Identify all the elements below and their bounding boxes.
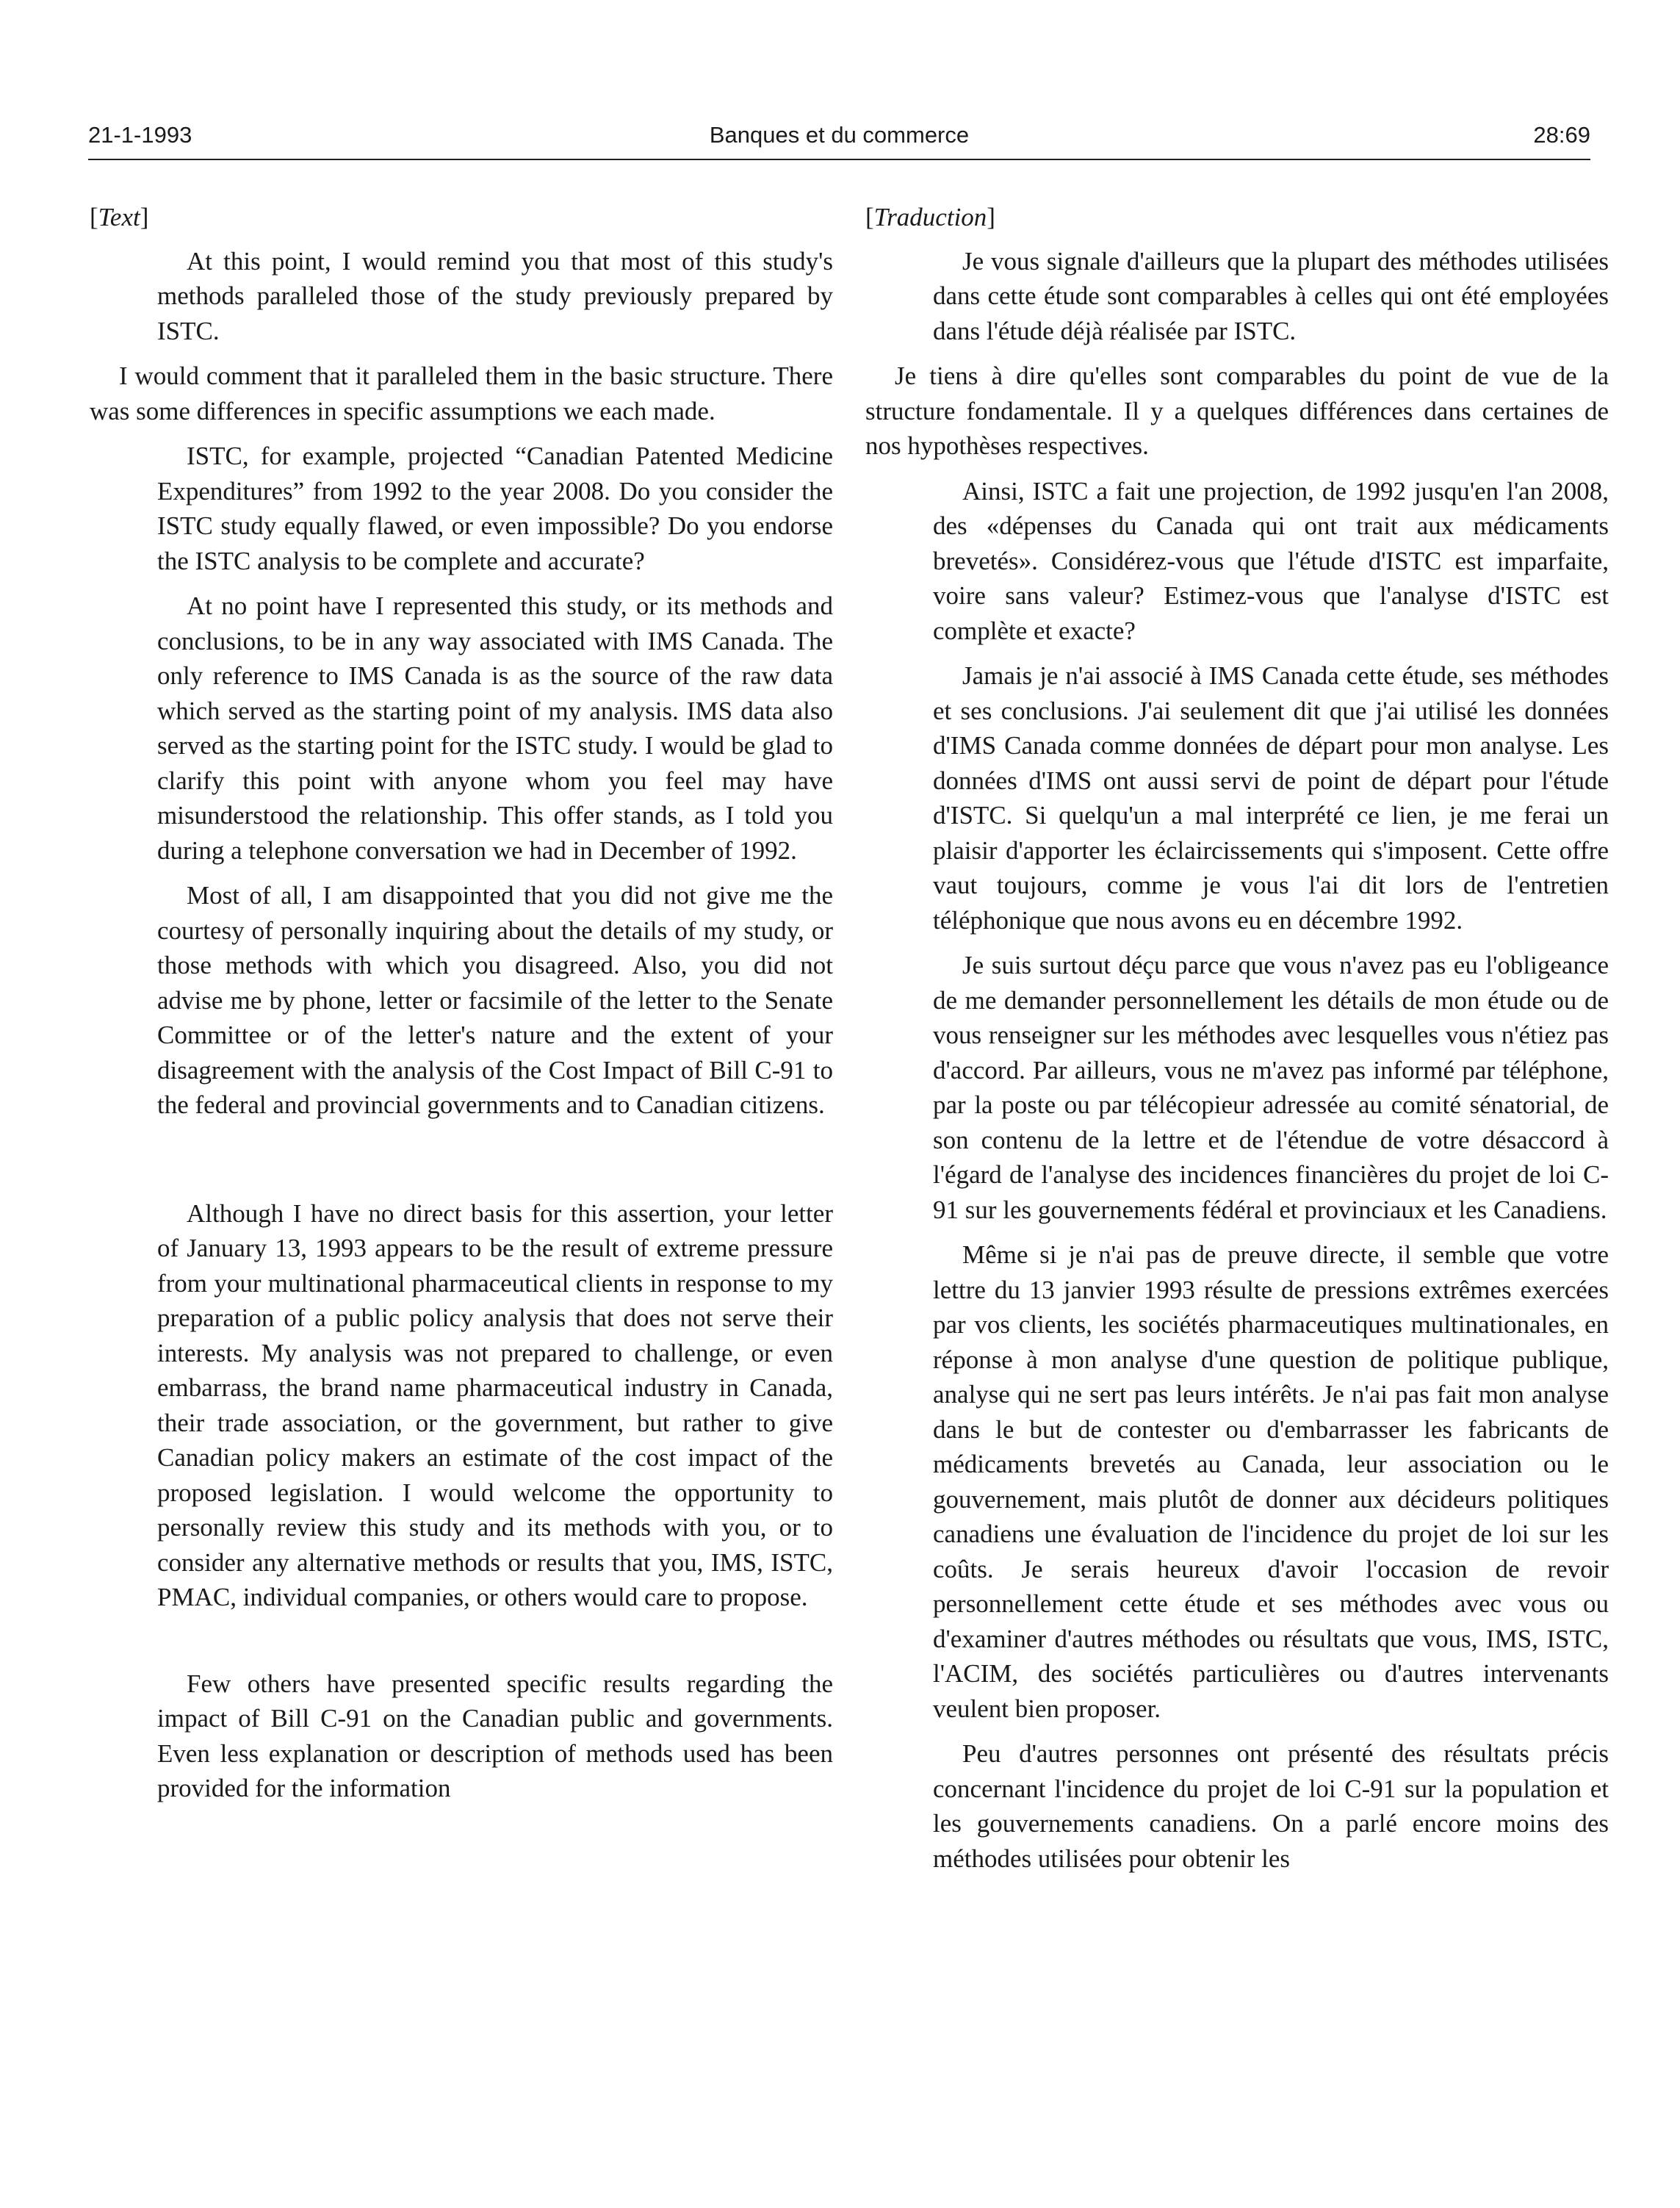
- english-column: [90, 200, 833, 1816]
- french-column: [865, 200, 1609, 1886]
- translation-label: [Traduction]: [865, 203, 995, 231]
- question-paragraph: Je suis surtout déçu parce que vous n'avez pas eu l'obligeance de me demander personnellement les détails de mon étude ou de vous renseigner sur les méthodes avec lesquelles vous n'étiez pas d'accord. Par ailleurs, vous ne m'avez pas informé par téléphone, par la poste ou par télécopieur adressée au comité sénatorial, de son contenu de la lettre et de l'étendue de votre désaccord à l'égard de l'analyse des incidences financières du projet de loi C-91 sur les gouvernements fédéral et provinciaux et les Canadiens.: [933, 951, 1609, 1224]
- text-label: [Text]: [90, 203, 149, 231]
- question-paragraph: Je vous signale d'ailleurs que la plupart des méthodes utilisées dans cette étude sont comparables à celles qui ont été employées dans l'étude déjà réalisée par ISTC.: [933, 246, 1609, 345]
- question-paragraph: Même si je n'ai pas de preuve directe, il semble que votre lettre du 13 janvier 1993 résulte de pressions extrêmes exercées par vos clients, les sociétés pharmaceutiques multinationales, en réponse à mon analyse d'une question de politique publique, analyse qui ne sert pas leurs intérêts. Je n'ai pas fait mon analyse dans le but de contester ou d'embarrasser les fabricants de médicaments brevetés au Canada, leur association ou le gouvernement, mais plutôt de donner aux décideurs politiques canadiens une évaluation de l'incidence du projet de loi sur les coûts. Je serais heureux d'avoir l'occasion de revoir personnellement cette étude et ses méthodes avec vous ou d'examiner d'autres méthodes ou résultats que vous, IMS, ISTC, l'ACIM, des sociétés particulières ou d'autres intervenants veulent bien proposer.: [933, 1240, 1609, 1723]
- question-paragraph: At this point, I would remind you that most of this study's methods paralleled those of the study previously prepared by ISTC.: [157, 246, 833, 345]
- question-paragraph: Few others have presented specific results regarding the impact of Bill C-91 on the Canadian public and governments. Even less explanation or description of methods used has been provided for the information: [157, 1669, 833, 1802]
- answer-paragraph: Je tiens à dire qu'elles sont comparables du point de vue de la structure fondamentale. Il y a quelques différences dans certaines de nos hypothèses respectives.: [865, 362, 1609, 460]
- question-paragraph: ISTC, for example, projected “Canadian Patented Medicine Expenditures” from 1992 to the year 2008. Do you consider the ISTC study equally flawed, or even impossible? Do you endorse the ISTC analysis to be complete and accurate?: [157, 442, 833, 575]
- question-paragraph: Peu d'autres personnes ont présenté des résultats précis concernant l'incidence du projet de loi C-91 sur la population et les gouvernements canadiens. On a parlé encore moins des méthodes utilisées pour obtenir les: [933, 1739, 1609, 1873]
- question-paragraph: Although I have no direct basis for this assertion, your letter of January 13, 1993 appears to be the result of extreme pressure from your multinational pharmaceutical clients in response to my preparation of a public policy analysis that does not serve their interests. My analysis was not prepared to challenge, or even embarrass, the brand name pharmaceutical industry in Canada, their trade association, or the government, but rather to give Canadian policy makers an estimate of the cost impact of the proposed legislation. I would welcome the opportunity to personally review this study and its methods with you, or to consider any alternative methods or results that you, IMS, ISTC, PMAC, individual companies, or others would care to propose.: [157, 1198, 833, 1611]
- page-header: [88, 122, 1590, 160]
- answer-paragraph: I would comment that it paralleled them in the basic structure. There was some differences in specific assumptions we each made.: [90, 362, 833, 425]
- header-title: Banques et du commerce: [709, 122, 970, 148]
- question-paragraph: Jamais je n'ai associé à IMS Canada cette étude, ses méthodes et ses conclusions. J'ai seulement dit que j'ai utilisé les données d'IMS Canada comme données de départ pour mon analyse. Les données d'IMS ont aussi servi de point de départ pour l'étude d'ISTC. Si quelqu'un a mal interprété ce lien, je me ferai un plaisir d'apporter les éclaircissements qui s'imposent. Cette offre vaut toujours, comme je vous l'ai dit lors de l'entretien téléphonique que nous avons eu en décembre 1992.: [933, 661, 1609, 935]
- question-paragraph: Ainsi, ISTC a fait une projection, de 1992 jusqu'en l'an 2008, des «dépenses du Canada qui ont trait aux médicaments brevetés». Considérez-vous que l'étude d'ISTC est imparfaite, voire sans valeur? Estimez-vous que l'analyse d'ISTC est complète et exacte?: [933, 476, 1609, 645]
- question-paragraph: Most of all, I am disappointed that you did not give me the courtesy of personally inquiring about the details of my study, or those methods with which you disagreed. Also, you did not advise me by phone, letter or facsimile of the letter to the Senate Committee or of the letter's nature and the extent of your disagreement with the analysis of the Cost Impact of Bill C-91 to the federal and provincial governments and to Canadian citizens.: [157, 881, 833, 1119]
- header-date: 21-1-1993: [88, 122, 192, 148]
- header-page-number: 28:69: [1533, 122, 1590, 148]
- question-paragraph: At no point have I represented this study, or its methods and conclusions, to be in any way associated with IMS Canada. The only reference to IMS Canada is as the source of the raw data which served as the starting point of my analysis. IMS data also served as the starting point for the ISTC study. I would be glad to clarify this point with anyone whom you feel may have misunderstood the relationship. This offer stands, as I told you during a telephone conversation we had in December of 1992.: [157, 591, 833, 865]
